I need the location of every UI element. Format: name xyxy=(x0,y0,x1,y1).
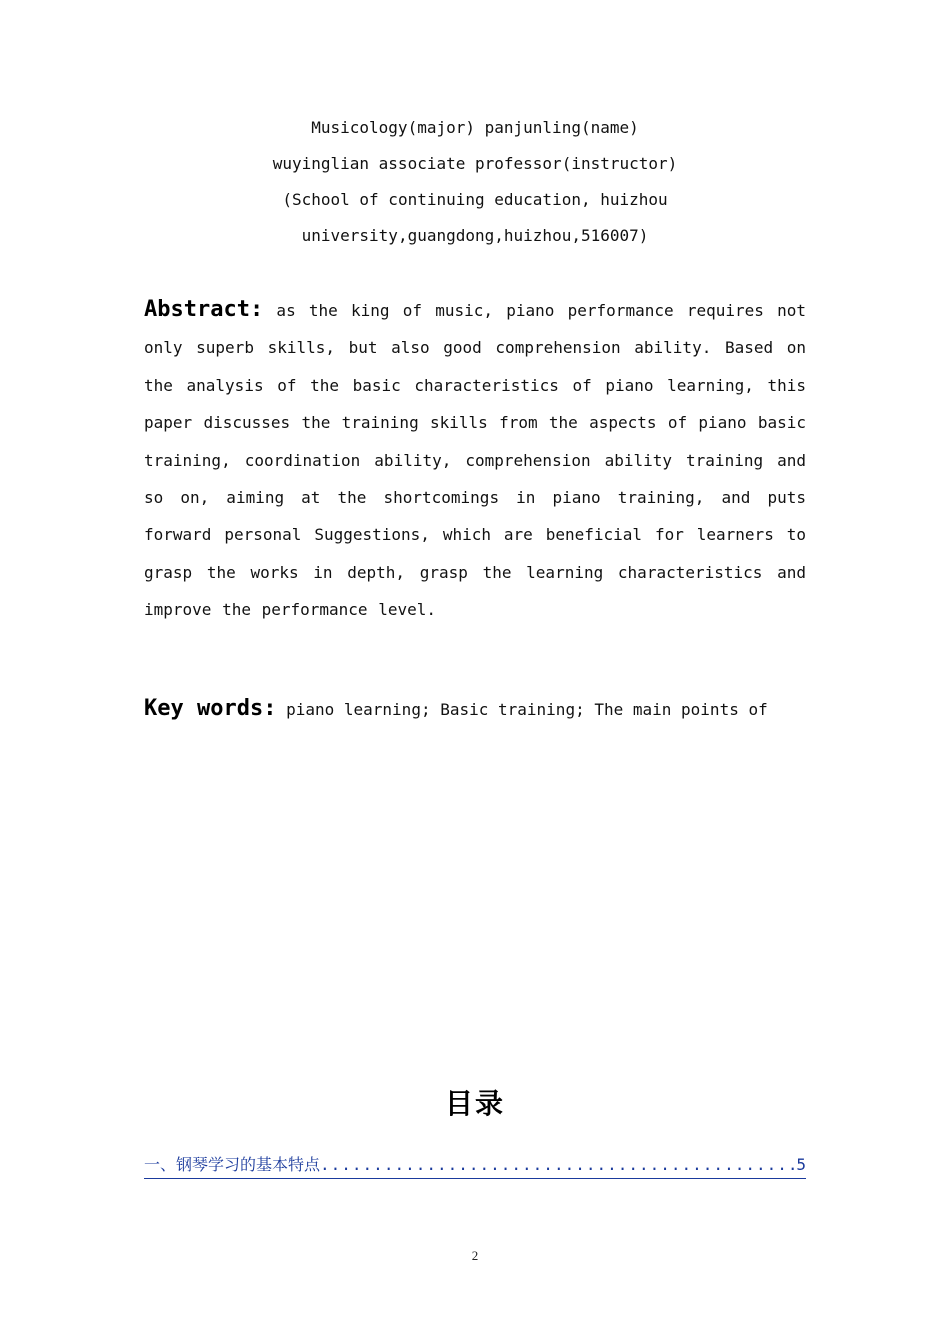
keywords-paragraph xyxy=(144,693,806,726)
abstract-text: as the king of music, piano performance requires not only superb skills, but also good comprehension ability. Based on the analysis of the basic characteristics of piano learning, this paper discusses the training skills from the aspects of piano basic training, coordination ability, comprehension ability training and so on, aiming at the shortcomings in piano training, and puts forward personal Suggestions, which are beneficial for learners to grasp the works in depth, grasp the learning characteristics and improve the performance level. xyxy=(144,301,806,620)
author-instructor: wuyinglian associate professor(instructor) xyxy=(272,154,678,173)
toc-dot-leader xyxy=(320,1155,796,1174)
keywords-text: piano learning; Basic training; The main points of xyxy=(276,700,768,719)
author-affiliation-2: university,guangdong,huizhou,516007) xyxy=(301,226,649,245)
keywords-label: Key words: xyxy=(144,696,277,721)
author-affiliation-1: (School of continuing education, huizhou xyxy=(282,190,668,209)
author-major-name: Musicology(major) panjunling(name) xyxy=(311,118,639,137)
abstract-label: Abstract: xyxy=(144,297,264,322)
toc-title: 目录 xyxy=(444,1087,505,1120)
author-info xyxy=(144,113,806,257)
abstract-paragraph xyxy=(144,291,806,629)
toc-entry-text: 一、钢琴学习的基本特点 xyxy=(144,1155,321,1174)
page-number: 2 xyxy=(471,1248,479,1263)
toc-entry-page: 5 xyxy=(796,1155,806,1174)
toc-entry-link[interactable] xyxy=(144,1152,806,1179)
